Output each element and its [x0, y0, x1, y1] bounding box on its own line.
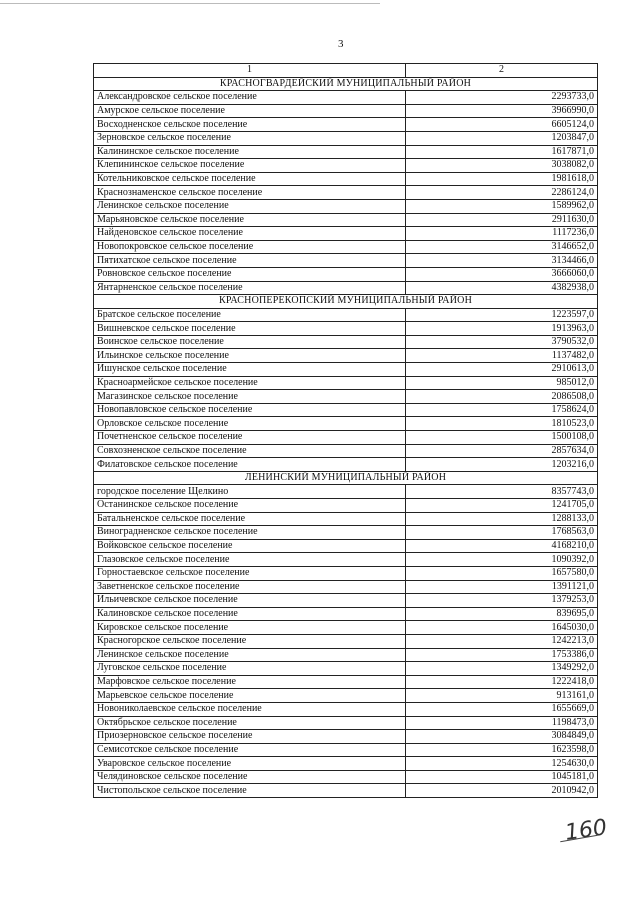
settlement-name: Янтарненское сельское поселение	[94, 281, 406, 295]
table-row	[94, 485, 598, 499]
table-row	[94, 118, 598, 132]
amount-value: 1913963,0	[406, 322, 598, 336]
table-row	[94, 281, 598, 295]
table-row	[94, 730, 598, 744]
settlement-name: Марьяновское сельское поселение	[94, 213, 406, 227]
amount-value: 1090392,0	[406, 553, 598, 567]
amount-value: 3146652,0	[406, 240, 598, 254]
settlement-name: Семисотское сельское поселение	[94, 743, 406, 757]
table-row	[94, 553, 598, 567]
table-row	[94, 363, 598, 377]
amount-value: 985012,0	[406, 376, 598, 390]
amount-value: 1223597,0	[406, 308, 598, 322]
table-row	[94, 308, 598, 322]
settlement-name: Калиновское сельское поселение	[94, 607, 406, 621]
settlement-name: Пятихатское сельское поселение	[94, 254, 406, 268]
amount-value: 2911630,0	[406, 213, 598, 227]
settlement-name: Чистопольское сельское поселение	[94, 784, 406, 798]
amount-value: 2910613,0	[406, 363, 598, 377]
amount-value: 3038082,0	[406, 159, 598, 173]
amount-value: 1981618,0	[406, 172, 598, 186]
column-number-2: 2	[406, 64, 598, 78]
table-row	[94, 662, 598, 676]
table-row	[94, 349, 598, 363]
settlement-name: Магазинское сельское поселение	[94, 390, 406, 404]
table-row	[94, 322, 598, 336]
settlement-name: Красноармейское сельское поселение	[94, 376, 406, 390]
settlement-name: Ишунское сельское поселение	[94, 363, 406, 377]
amount-value: 3666060,0	[406, 267, 598, 281]
table-row	[94, 784, 598, 798]
settlement-name: Найденовское сельское поселение	[94, 227, 406, 241]
table-row	[94, 770, 598, 784]
settlement-name: Орловское сельское поселение	[94, 417, 406, 431]
settlement-name: Луговское сельское поселение	[94, 662, 406, 676]
table-row	[94, 526, 598, 540]
settlement-name: Ильинское сельское поселение	[94, 349, 406, 363]
amount-value: 913161,0	[406, 689, 598, 703]
amount-value: 4168210,0	[406, 539, 598, 553]
table-row	[94, 607, 598, 621]
settlement-name: Останинское сельское поселение	[94, 499, 406, 513]
amount-value: 1391121,0	[406, 580, 598, 594]
page-number: 3	[338, 38, 344, 50]
section-title: ЛЕНИНСКИЙ МУНИЦИПАЛЬНЫЙ РАЙОН	[94, 471, 598, 485]
amount-value: 1657580,0	[406, 566, 598, 580]
settlement-name: Заветненское сельское поселение	[94, 580, 406, 594]
settlement-name: Воинское сельское поселение	[94, 335, 406, 349]
amount-value: 2286124,0	[406, 186, 598, 200]
table-row	[94, 376, 598, 390]
amount-value: 3134466,0	[406, 254, 598, 268]
settlement-name: Октябрьское сельское поселение	[94, 716, 406, 730]
section-title: КРАСНОПЕРЕКОПСКИЙ МУНИЦИПАЛЬНЫЙ РАЙОН	[94, 295, 598, 309]
amount-value: 2857634,0	[406, 444, 598, 458]
table-row	[94, 199, 598, 213]
table-row	[94, 566, 598, 580]
settlement-name: Виноградненское сельское поселение	[94, 526, 406, 540]
table-row	[94, 580, 598, 594]
table-row	[94, 539, 598, 553]
settlement-name: Почетненское сельское поселение	[94, 431, 406, 445]
table-row	[94, 716, 598, 730]
amount-value: 2293733,0	[406, 91, 598, 105]
amount-value: 1203847,0	[406, 131, 598, 145]
table-row	[94, 431, 598, 445]
table-row	[94, 254, 598, 268]
amount-value: 1045181,0	[406, 770, 598, 784]
settlement-name: Калининское сельское поселение	[94, 145, 406, 159]
settlement-name: Новопавловское сельское поселение	[94, 403, 406, 417]
settlement-name: Батальненское сельское поселение	[94, 512, 406, 526]
top-rule	[0, 3, 380, 4]
table-row	[94, 104, 598, 118]
table-row	[94, 417, 598, 431]
amount-value: 1254630,0	[406, 757, 598, 771]
settlement-name: Котельниковское сельское поселение	[94, 172, 406, 186]
table-row	[94, 648, 598, 662]
table-row	[94, 634, 598, 648]
settlement-name: Горностаевское сельское поселение	[94, 566, 406, 580]
section-header-row	[94, 77, 598, 91]
column-number-1: 1	[94, 64, 406, 78]
table-row	[94, 594, 598, 608]
amount-value: 1768563,0	[406, 526, 598, 540]
settlement-name: Кировское сельское поселение	[94, 621, 406, 635]
table-row	[94, 689, 598, 703]
amount-value: 8357743,0	[406, 485, 598, 499]
column-number-row	[94, 64, 598, 78]
amount-value: 1589962,0	[406, 199, 598, 213]
settlement-name: Приозерновское сельское поселение	[94, 730, 406, 744]
settlement-name: Вишневское сельское поселение	[94, 322, 406, 336]
table-row	[94, 186, 598, 200]
amount-value: 1655669,0	[406, 702, 598, 716]
settlement-name: Клепининское сельское поселение	[94, 159, 406, 173]
settlement-name: Братское сельское поселение	[94, 308, 406, 322]
amount-value: 3084849,0	[406, 730, 598, 744]
settlement-name: Совхозненское сельское поселение	[94, 444, 406, 458]
settlement-name: Красногорское сельское поселение	[94, 634, 406, 648]
amount-value: 1288133,0	[406, 512, 598, 526]
data-table	[93, 63, 598, 798]
amount-value: 1753386,0	[406, 648, 598, 662]
amount-value: 1241705,0	[406, 499, 598, 513]
table-row	[94, 757, 598, 771]
amount-value: 1758624,0	[406, 403, 598, 417]
settlement-name: Ровновское сельское поселение	[94, 267, 406, 281]
amount-value: 1137482,0	[406, 349, 598, 363]
amount-value: 2086508,0	[406, 390, 598, 404]
handwritten-page-mark: 160	[563, 815, 609, 846]
settlement-name: городское поселение Щелкино	[94, 485, 406, 499]
amount-value: 1617871,0	[406, 145, 598, 159]
amount-value: 1203216,0	[406, 458, 598, 472]
amount-value: 3966990,0	[406, 104, 598, 118]
section-title: КРАСНОГВАРДЕЙСКИЙ МУНИЦИПАЛЬНЫЙ РАЙОН	[94, 77, 598, 91]
table-row	[94, 675, 598, 689]
settlement-name: Филатовское сельское поселение	[94, 458, 406, 472]
settlement-name: Амурское сельское поселение	[94, 104, 406, 118]
table-row	[94, 267, 598, 281]
table-row	[94, 131, 598, 145]
amount-value: 1349292,0	[406, 662, 598, 676]
amount-value: 1222418,0	[406, 675, 598, 689]
section-header-row	[94, 295, 598, 309]
amount-value: 1117236,0	[406, 227, 598, 241]
amount-value: 1198473,0	[406, 716, 598, 730]
table-row	[94, 444, 598, 458]
settlement-name: Зерновское сельское поселение	[94, 131, 406, 145]
settlement-name: Марфовское сельское поселение	[94, 675, 406, 689]
table-row	[94, 145, 598, 159]
settlement-name: Глазовское сельское поселение	[94, 553, 406, 567]
settlement-name: Новониколаевское сельское поселение	[94, 702, 406, 716]
table-row	[94, 702, 598, 716]
settlement-name: Марьевское сельское поселение	[94, 689, 406, 703]
amount-value: 3790532,0	[406, 335, 598, 349]
settlement-name: Восходненское сельское поселение	[94, 118, 406, 132]
amount-value: 1242213,0	[406, 634, 598, 648]
table-row	[94, 621, 598, 635]
settlement-name: Новопокровское сельское поселение	[94, 240, 406, 254]
amount-value: 1810523,0	[406, 417, 598, 431]
amount-value: 6605124,0	[406, 118, 598, 132]
section-header-row	[94, 471, 598, 485]
table-row	[94, 172, 598, 186]
amount-value: 1379253,0	[406, 594, 598, 608]
amount-value: 1623598,0	[406, 743, 598, 757]
settlement-name: Ильичевское сельское поселение	[94, 594, 406, 608]
settlement-name: Ленинское сельское поселение	[94, 648, 406, 662]
amount-value: 2010942,0	[406, 784, 598, 798]
table-row	[94, 512, 598, 526]
table-row	[94, 499, 598, 513]
table-row	[94, 227, 598, 241]
amount-value: 4382938,0	[406, 281, 598, 295]
table-row	[94, 390, 598, 404]
amount-value: 1645030,0	[406, 621, 598, 635]
table-row	[94, 213, 598, 227]
table-row	[94, 743, 598, 757]
table-row	[94, 240, 598, 254]
table-row	[94, 458, 598, 472]
table-row	[94, 91, 598, 105]
settlement-name: Уваровское сельское поселение	[94, 757, 406, 771]
settlement-name: Краснознаменское сельское поселение	[94, 186, 406, 200]
settlement-name: Александровское сельское поселение	[94, 91, 406, 105]
table-row	[94, 403, 598, 417]
table-row	[94, 335, 598, 349]
amount-value: 839695,0	[406, 607, 598, 621]
settlement-name: Ленинское сельское поселение	[94, 199, 406, 213]
settlement-name: Челядиновское сельское поселение	[94, 770, 406, 784]
amount-value: 1500108,0	[406, 431, 598, 445]
settlement-name: Войковское сельское поселение	[94, 539, 406, 553]
table-row	[94, 159, 598, 173]
